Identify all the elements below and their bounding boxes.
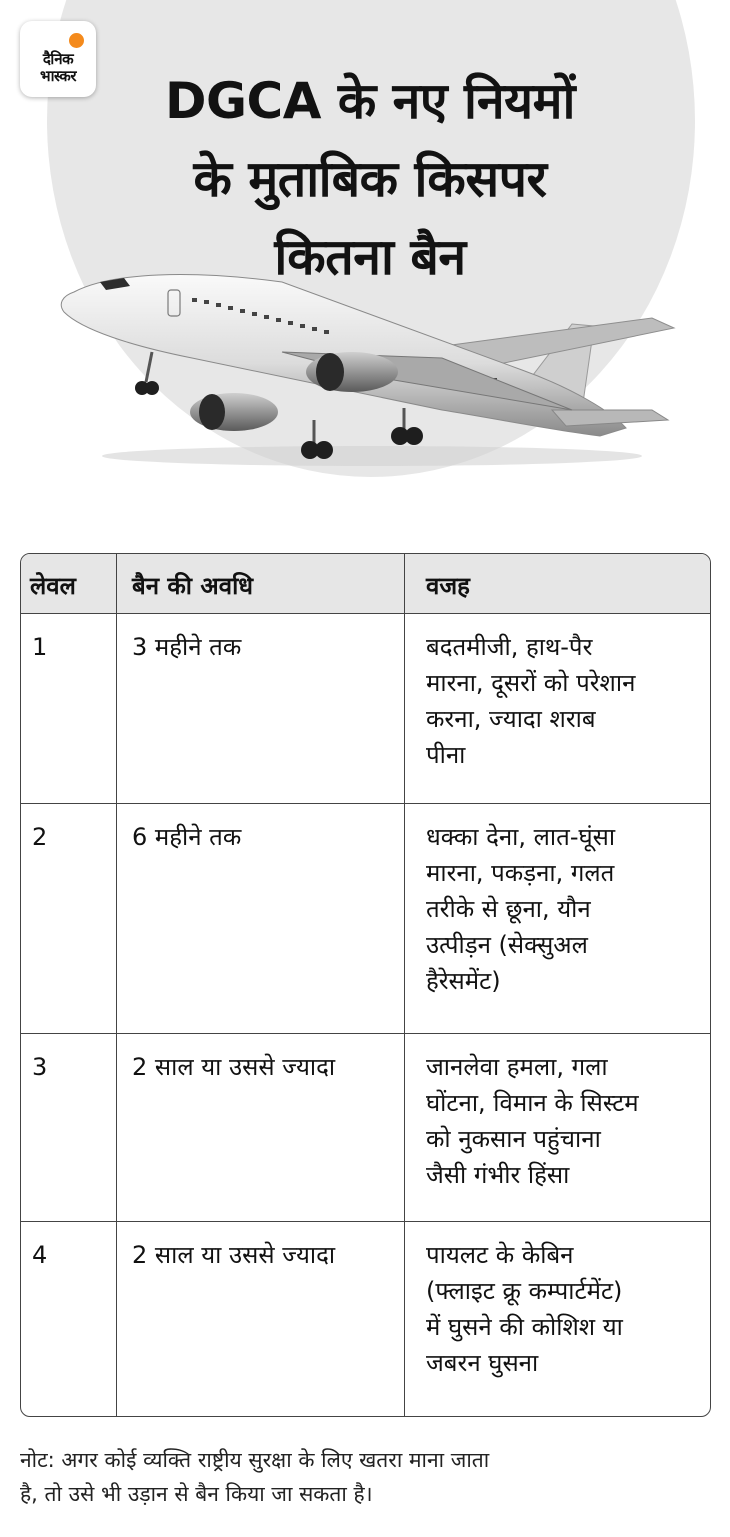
- reason-cell: [404, 614, 711, 803]
- duration-cell: [116, 1222, 404, 1417]
- table-row: [21, 1222, 710, 1417]
- duration-value: 2 साल या उससे ज्यादा: [132, 1053, 336, 1081]
- duration-value: 6 महीने तक: [132, 823, 242, 851]
- reason-line: बदतमीजी, हाथ-पैर: [426, 633, 593, 661]
- reason-line: पीना: [426, 741, 466, 769]
- headline-line-3: कितना बैन: [274, 228, 466, 286]
- footnote-line-1: नोट: अगर कोई व्यक्ति राष्ट्रीय सुरक्षा के लिए खतरा माना जाता: [20, 1448, 490, 1472]
- reason-line: जानलेवा हमला, गला: [426, 1053, 608, 1081]
- duration-cell: [116, 1034, 404, 1221]
- reason-line: उत्पीड़न (सेक्सुअल: [426, 931, 588, 959]
- logo-sun-dot: [69, 33, 84, 48]
- reason-text: [426, 819, 708, 999]
- reason-line: जबरन घुसना: [426, 1349, 539, 1377]
- header-cell-duration: [116, 554, 404, 613]
- reason-line: हैरेसमेंट): [426, 967, 501, 995]
- logo-line-2: भास्कर: [40, 67, 76, 85]
- reason-line: मारना, दूसरों को परेशान: [426, 669, 636, 697]
- reason-line: पायलट के केबिन: [426, 1241, 574, 1269]
- reason-line: में घुसने की कोशिश या: [426, 1313, 623, 1341]
- reason-line: जैसी गंभीर हिंसा: [426, 1161, 570, 1189]
- reason-text: [426, 1237, 708, 1381]
- table-row: [21, 614, 710, 804]
- reason-text: [426, 1049, 708, 1193]
- table-row: [21, 804, 710, 1034]
- duration-cell: [116, 614, 404, 803]
- reason-line: करना, ज्यादा शराब: [426, 705, 596, 733]
- table-header-row: [21, 554, 710, 614]
- header-duration-text: बैन की अवधि: [132, 572, 254, 600]
- header-reason-text: वजह: [426, 572, 470, 600]
- reason-line: घोंटना, विमान के सिस्टम: [426, 1089, 639, 1117]
- header-cell-level: [21, 554, 116, 613]
- level-value: 4: [32, 1241, 48, 1269]
- footnote: [20, 1443, 710, 1511]
- level-cell: [21, 1034, 116, 1221]
- level-cell: [21, 804, 116, 1033]
- level-value: 2: [32, 823, 48, 851]
- duration-value: 3 महीने तक: [132, 633, 242, 661]
- headline-line-1: DGCA के नए नियमों: [164, 72, 575, 130]
- reason-line: को नुकसान पहुंचाना: [426, 1125, 601, 1153]
- duration-cell: [116, 804, 404, 1033]
- reason-line: मारना, पकड़ना, गलत: [426, 859, 615, 887]
- footnote-line-2: है, तो उसे भी उड़ान से बैन किया जा सकता है।: [20, 1482, 373, 1506]
- reason-cell: [404, 1034, 711, 1221]
- level-cell: [21, 1222, 116, 1417]
- airplane-icon: [52, 260, 680, 472]
- reason-cell: [404, 804, 711, 1033]
- reason-line: (फ्लाइट क्रू कम्पार्टमेंट): [426, 1277, 623, 1305]
- reason-line: धक्का देना, लात-घूंसा: [426, 823, 616, 851]
- reason-text: [426, 629, 708, 773]
- duration-value: 2 साल या उससे ज्यादा: [132, 1241, 336, 1269]
- level-cell: [21, 614, 116, 803]
- reason-cell: [404, 1222, 711, 1417]
- header-cell-reason: [404, 554, 711, 613]
- table-row: [21, 1034, 710, 1222]
- header-level-text: लेवल: [30, 572, 76, 600]
- level-value: 3: [32, 1053, 48, 1081]
- logo-line-1: दैनिक: [42, 50, 74, 68]
- dainik-bhaskar-logo: [20, 21, 96, 97]
- ban-levels-table: [20, 553, 711, 1417]
- level-value: 1: [32, 633, 48, 661]
- reason-line: तरीके से छूना, यौन: [426, 895, 591, 923]
- headline-line-2: के मुताबिक किसपर: [193, 150, 547, 208]
